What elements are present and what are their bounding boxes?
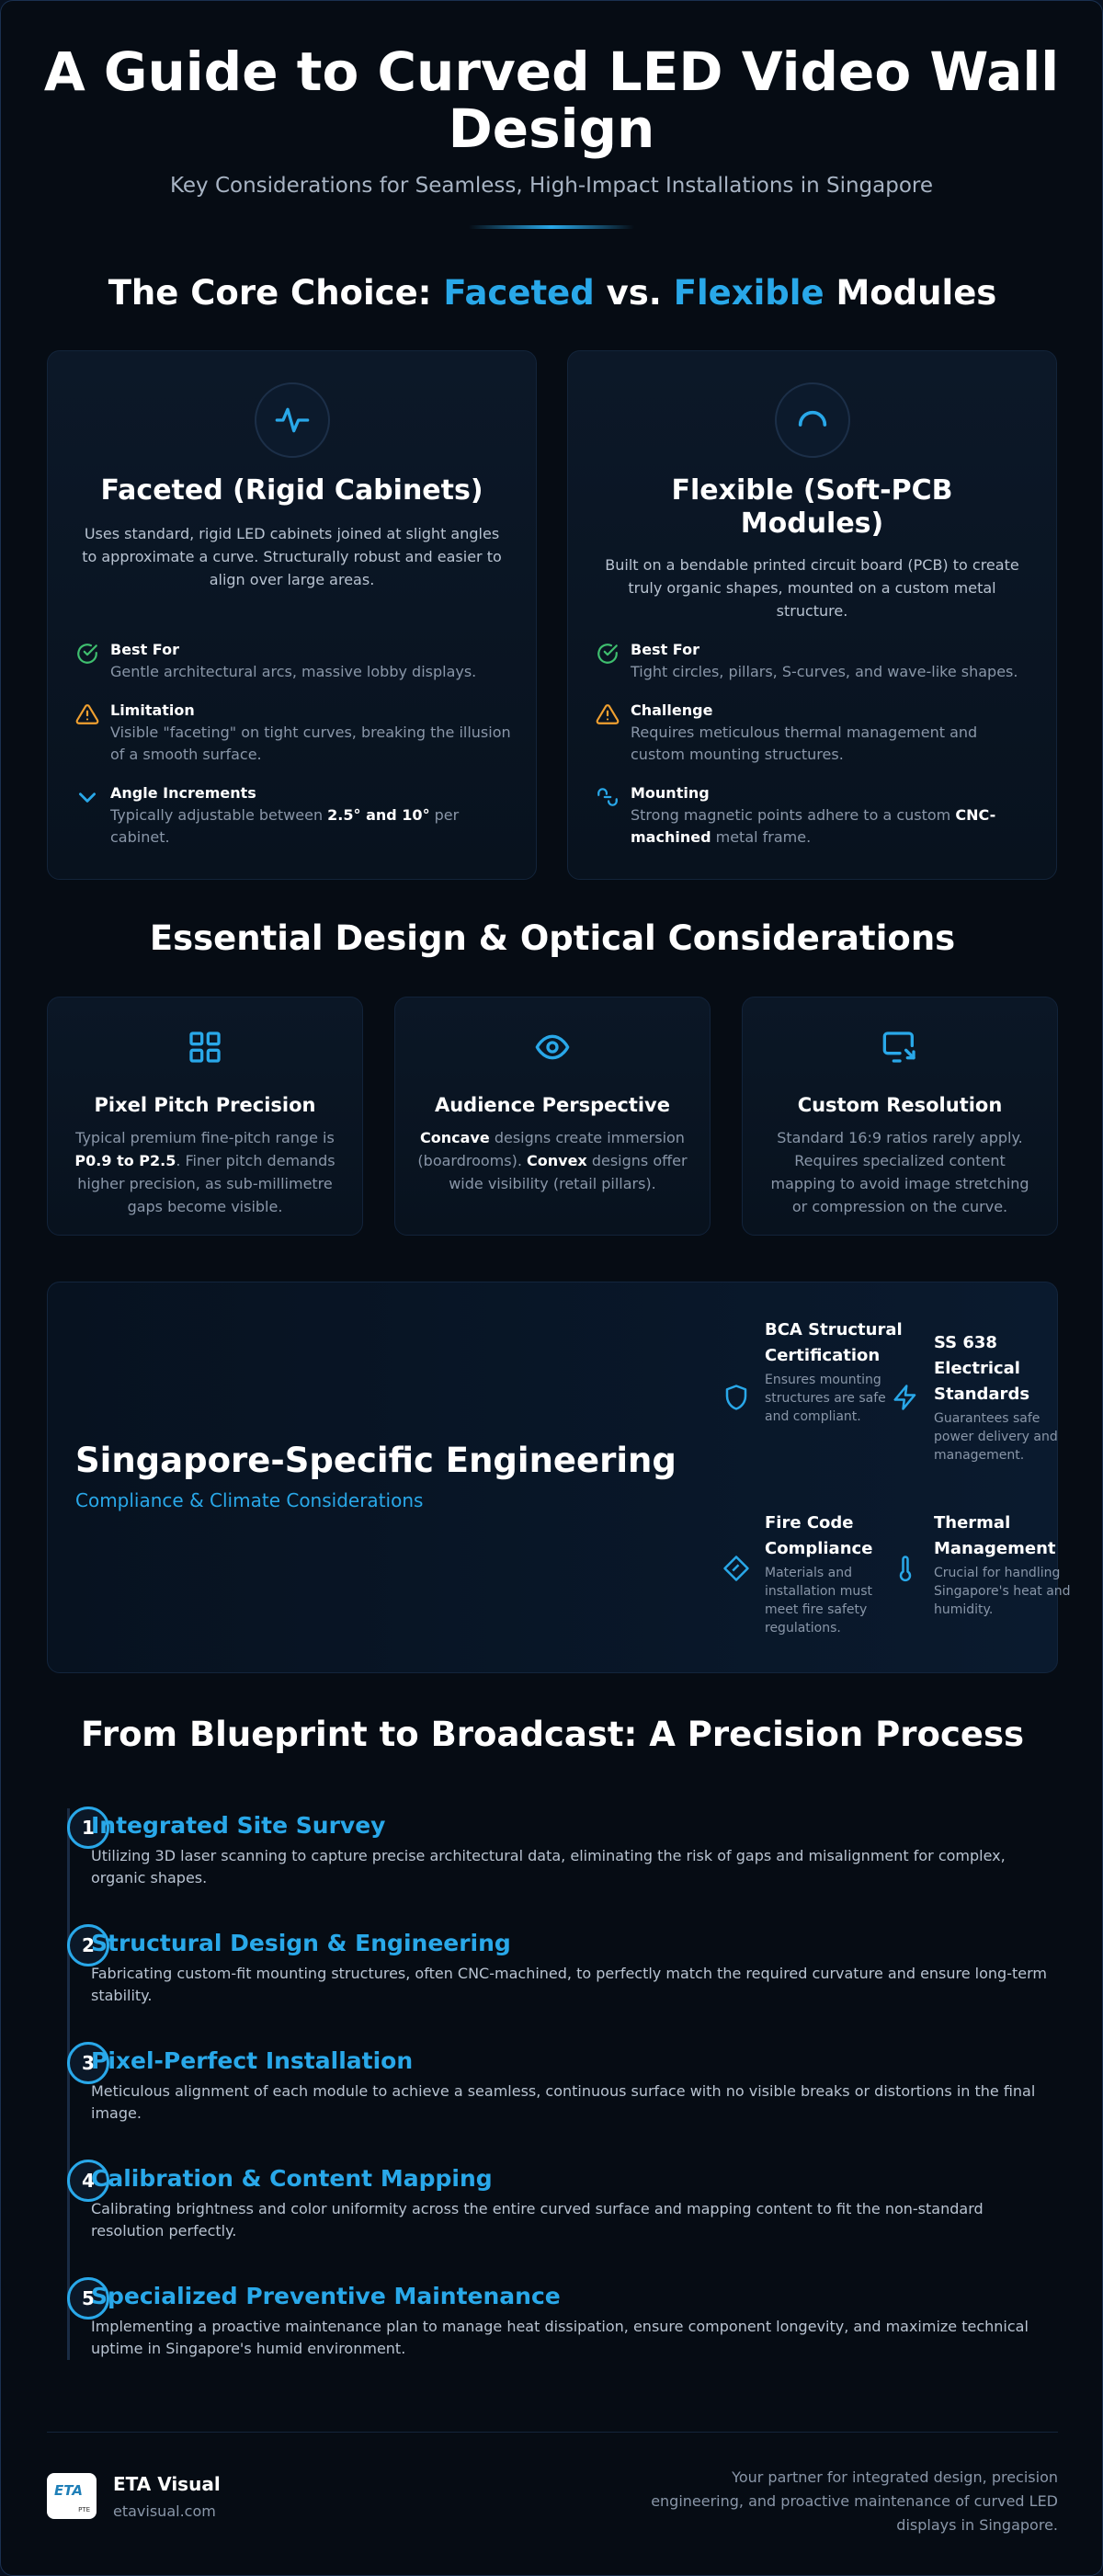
core-choice-faceted-word: Faceted bbox=[443, 273, 595, 313]
check-circle-icon bbox=[75, 642, 99, 666]
flexible-title: Flexible (Soft-PCB Modules) bbox=[671, 474, 953, 540]
ss638-item bbox=[892, 1330, 1075, 1465]
process-timeline-line bbox=[67, 1808, 70, 2360]
footer bbox=[47, 2432, 1058, 2542]
eye-icon bbox=[534, 1029, 571, 1066]
thermal-item bbox=[892, 1510, 1075, 1619]
page-subtitle: Key Considerations for Seamless, High-Impact Installations in Singapore bbox=[169, 174, 934, 198]
core-choice-vs: vs. bbox=[594, 273, 674, 313]
warning-triangle-icon bbox=[596, 702, 620, 726]
grid-icon bbox=[187, 1029, 223, 1066]
singapore-title: Singapore-Specific Engineering bbox=[75, 1441, 677, 1480]
step-title: Structural Design & Engineering bbox=[91, 1930, 511, 1956]
item-title: Thermal Management bbox=[934, 1513, 1056, 1558]
core-choice-heading bbox=[1, 273, 1103, 313]
step-text: Fabricating custom-fit mounting structures, often CNC-machined, to perfectly match the required curvature and ensure long-term stability. bbox=[91, 1965, 1047, 2004]
card-title: Audience Perspective bbox=[434, 1094, 670, 1116]
fire-code-item bbox=[722, 1510, 906, 1637]
item-text: Ensures mounting structures are safe and compliant. bbox=[765, 1373, 886, 1424]
flexible-feature-best-for bbox=[596, 640, 1034, 683]
step-title: Calibration & Content Mapping bbox=[91, 2165, 493, 2192]
step-number: 3 bbox=[67, 2042, 109, 2084]
item-title: Fire Code Compliance bbox=[765, 1513, 873, 1558]
feature-label: Challenge bbox=[631, 701, 713, 719]
bca-item bbox=[722, 1317, 906, 1426]
process-heading: From Blueprint to Broadcast: A Precision Process bbox=[80, 1715, 1025, 1754]
feature-label: Best For bbox=[631, 641, 699, 658]
feature-label: Angle Increments bbox=[110, 784, 256, 802]
activity-pulse-icon bbox=[255, 382, 330, 458]
card-text: Standard 16:9 ratios rarely apply. Requires specialized content mapping to avoid image stretching or compression on the curve. bbox=[770, 1129, 1029, 1215]
flexible-feature-challenge bbox=[596, 701, 1034, 766]
brand-name: ETA Visual bbox=[113, 2473, 221, 2495]
feature-label: Mounting bbox=[631, 784, 710, 802]
step-text: Calibrating brightness and color uniformity across the entire curved surface and mapping content to fit the non-standard resolution perfectly. bbox=[91, 2200, 984, 2240]
step-text: Utilizing 3D laser scanning to capture precise architectural data, eliminating the risk of gaps and misalignment for complex, organic shapes. bbox=[91, 1847, 1006, 1886]
singapore-subtitle: Compliance & Climate Considerations bbox=[75, 1489, 424, 1511]
core-choice-suffix: Modules bbox=[824, 273, 997, 313]
header bbox=[1, 1, 1102, 229]
feature-text: Visible "faceting" on tight curves, breaking the illusion of a smooth surface. bbox=[110, 724, 511, 763]
warning-triangle-icon bbox=[75, 702, 99, 726]
step-title: Integrated Site Survey bbox=[91, 1812, 386, 1839]
faceted-card bbox=[47, 350, 537, 880]
core-choice-flexible-word: Flexible bbox=[673, 273, 824, 313]
step-text: Implementing a proactive maintenance plan to manage heat dissipation, ensure component longevity, and maximize technical uptime in Singapore's humid environment. bbox=[91, 2318, 1029, 2357]
essential-heading: Essential Design & Optical Considerations bbox=[149, 918, 956, 958]
feature-text: Strong magnetic points adhere to a custom CNC-machined metal frame. bbox=[631, 806, 996, 846]
resolution-card bbox=[742, 997, 1058, 1236]
card-text: Concave designs create immersion (boardrooms). Convex designs offer wide visibility (retail pillars). bbox=[417, 1129, 688, 1192]
item-text: Crucial for handling Singapore's heat and humidity. bbox=[934, 1566, 1071, 1617]
faceted-feature-limitation bbox=[75, 701, 514, 766]
flexible-card bbox=[567, 350, 1057, 880]
magnet-icon bbox=[596, 785, 620, 809]
website-link[interactable]: etavisual.com bbox=[113, 2502, 216, 2520]
check-circle-icon bbox=[596, 642, 620, 666]
item-title: SS 638 Electrical Standards bbox=[934, 1333, 1030, 1404]
screen-resize-icon bbox=[881, 1029, 918, 1066]
faceted-feature-angle bbox=[75, 783, 514, 849]
flexible-feature-mounting bbox=[596, 783, 1034, 849]
chevron-down-icon bbox=[75, 785, 99, 809]
item-text: Guarantees safe power delivery and management. bbox=[934, 1411, 1058, 1463]
singapore-engineering-panel bbox=[47, 1282, 1071, 1673]
step-text: Meticulous alignment of each module to achieve a seamless, continuous surface with no visible breaks or distortions in the final image. bbox=[91, 2082, 1036, 2122]
item-title: BCA Structural Certification bbox=[765, 1320, 903, 1365]
footer-tagline: Your partner for integrated design, precision engineering, and proactive maintenance of curved LED displays in Singapore. bbox=[651, 2468, 1058, 2534]
step-number: 2 bbox=[67, 1924, 109, 1966]
step-number: 5 bbox=[67, 2277, 109, 2320]
lightning-icon bbox=[892, 1384, 919, 1411]
step-title: Pixel-Perfect Installation bbox=[91, 2047, 414, 2074]
step-number: 4 bbox=[67, 2160, 109, 2202]
considerations-cards bbox=[47, 997, 1058, 1236]
feature-label: Limitation bbox=[110, 701, 195, 719]
feature-text: Typically adjustable between 2.5° and 10° per cabinet. bbox=[110, 806, 460, 846]
arc-icon bbox=[775, 382, 850, 458]
thermometer-icon bbox=[892, 1555, 919, 1582]
flexible-description: Built on a bendable printed circuit board (PCB) to create truly organic shapes, mounted on a custom metal structure. bbox=[605, 556, 1019, 620]
feature-text: Tight circles, pillars, S-curves, and wave-like shapes. bbox=[631, 663, 1018, 680]
feature-text: Gentle architectural arcs, massive lobby displays. bbox=[110, 663, 477, 680]
card-title: Custom Resolution bbox=[797, 1094, 1003, 1116]
header-divider bbox=[469, 225, 634, 229]
company-logo: ETA PTE bbox=[47, 2473, 97, 2519]
faceted-description: Uses standard, rigid LED cabinets joined at slight angles to approximate a curve. Structurally robust and easier to align over large areas. bbox=[82, 525, 502, 588]
pixel-pitch-card bbox=[47, 997, 363, 1236]
card-title: Pixel Pitch Precision bbox=[94, 1094, 316, 1116]
feature-label: Best For bbox=[110, 641, 179, 658]
audience-card bbox=[394, 997, 711, 1236]
module-comparison bbox=[47, 350, 1058, 880]
feature-text: Requires meticulous thermal management and custom mounting structures. bbox=[631, 724, 978, 763]
faceted-title: Faceted (Rigid Cabinets) bbox=[100, 474, 483, 507]
card-text: Typical premium fine-pitch range is P0.9 to P2.5. Finer pitch demands higher precision, as sub-millimetre gaps become visible. bbox=[74, 1129, 335, 1215]
fire-diamond-icon bbox=[722, 1555, 750, 1582]
page-title: A Guide to Curved LED Video Wall Design bbox=[43, 40, 1060, 160]
shield-icon bbox=[722, 1384, 750, 1411]
core-choice-prefix: The Core Choice: bbox=[108, 273, 444, 313]
step-number: 1 bbox=[67, 1807, 109, 1849]
item-text: Materials and installation must meet fire safety regulations. bbox=[765, 1566, 873, 1636]
step-title: Specialized Preventive Maintenance bbox=[91, 2283, 561, 2309]
faceted-feature-best-for bbox=[75, 640, 514, 683]
